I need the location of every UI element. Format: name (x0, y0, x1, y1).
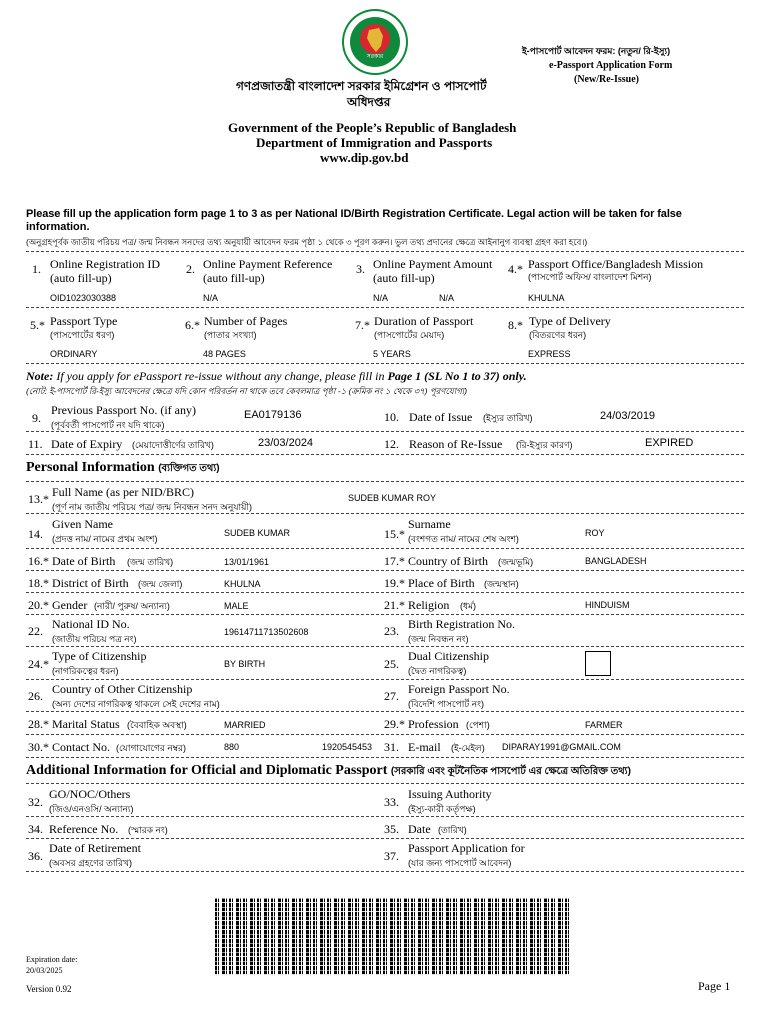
header-bn-title-2: অধিদপ্তর (347, 95, 391, 109)
passport-office-value: KHULNA (528, 293, 565, 303)
field-12-sub: (রি-ইস্যুর কারণ) (516, 440, 573, 450)
field-22-label: National ID No. (52, 617, 130, 631)
field-16-sub: (জন্ম তারিখ) (127, 557, 174, 567)
field-29-number: 29.* (384, 717, 405, 731)
divider (26, 783, 744, 784)
field-13-number: 13.* (28, 492, 49, 506)
reason-of-reissue-value: EXPIRED (645, 437, 694, 449)
field-4-number: 4.* (508, 262, 523, 276)
field-18-sub: (জন্ম জেলা) (138, 579, 183, 589)
additional-info-heading-bn: (সরকারি এবং কূটনৈতিক পাসপোর্ট এর ক্ষেত্রে অতিরিক্ত তথ্য) (390, 766, 631, 777)
field-27-number: 27. (384, 689, 399, 703)
type-of-citizenship-value: BY BIRTH (224, 659, 266, 669)
field-9-label: Previous Passport No. (if any) (51, 403, 196, 417)
field-21-label: Religion (408, 598, 450, 612)
header-website: www.dip.gov.bd (320, 150, 409, 165)
online-payment-reference-value: N/A (203, 293, 219, 303)
field-35-number: 35. (384, 822, 399, 836)
field-29-label: Profession (408, 717, 459, 731)
field-37-sub: (যার জন্য পাসপোর্ট আবেদন) (408, 858, 512, 868)
field-6-sub: (পাতার সংখ্যা) (204, 330, 257, 340)
field-19-sub: (জন্মস্থান) (484, 579, 519, 589)
pdf417-barcode (215, 898, 572, 975)
field-31-sub: (ই-মেইল) (451, 743, 485, 753)
field-11-label: Date of Expiry (51, 437, 123, 451)
divider (26, 614, 744, 615)
field-23-number: 23. (384, 624, 399, 638)
expiration-label: Expiration date: (26, 955, 78, 964)
field-13-label: Full Name (as per NID/BRC) (52, 485, 194, 499)
field-22-number: 22. (28, 624, 43, 638)
field-10-number: 10. (384, 410, 399, 424)
field-14-number: 14. (28, 527, 43, 541)
field-2-label: Online Payment Reference (203, 257, 333, 271)
field-14-label: Given Name (52, 517, 113, 531)
field-1-sub: (auto fill-up) (50, 271, 112, 285)
passport-type-value: ORDINARY (50, 349, 98, 359)
field-24-label: Type of Citizenship (52, 649, 147, 663)
field-6-number: 6.* (185, 318, 200, 332)
field-3-label: Online Payment Amount (373, 257, 493, 271)
date-of-expiry-value: 23/03/2024 (258, 437, 314, 449)
field-7-number: 7.* (355, 318, 370, 332)
note-en (26, 369, 527, 384)
divider (26, 646, 744, 647)
online-payment-amount-value: N/A (373, 293, 389, 303)
field-20-sub: (নারী/ পুরুষ/ অন্যান্য) (94, 601, 170, 611)
form-title-bn: ই-পাসপোর্ট আবেদন ফরম: (নতুন/ রি-ইস্যু) (522, 46, 671, 56)
form-title-en-sub: (New/Re-Issue) (574, 74, 639, 85)
surname-value: ROY (585, 528, 605, 538)
field-24-sub: (নাগরিকত্বের ধরন) (52, 666, 119, 676)
online-registration-id-value: OID1023030388 (50, 293, 117, 303)
field-37-label: Passport Application for (408, 841, 525, 855)
field-20-number: 20.* (28, 598, 49, 612)
field-3-number: 3. (356, 262, 365, 276)
field-7-sub: (পাসপোর্টের মেয়াদ) (374, 330, 445, 340)
form-title-en: e-Passport Application Form (549, 60, 673, 71)
field-26-sub: (অন্য দেশের নাগরিকত্ব থাকলে সেই দেশের নাম) (52, 699, 220, 709)
field-31-number: 31. (384, 740, 399, 754)
field-24-number: 24.* (28, 657, 49, 671)
field-16-number: 16.* (28, 554, 49, 568)
field-29-sub: (পেশা) (466, 720, 490, 730)
additional-info-heading (26, 763, 631, 781)
field-6-label: Number of Pages (204, 314, 288, 328)
field-4-label: Passport Office/Bangladesh Mission (528, 257, 704, 271)
field-4-sub: (পাসপোর্ট অফিস/ বাংলাদেশ মিশন) (528, 272, 652, 282)
number-of-pages-value: 48 PAGES (203, 349, 246, 359)
field-9-number: 9. (32, 411, 41, 425)
instruction-bn: (অনুগ্রহপূর্বক জাতীয় পরিচয় পত্র/ জন্ম নিবন্ধন সনদের তথ্য অনুযায়ী আবেদন ফরম পৃষ্ঠা ১ থেকে ৩ পূরণ করুন। ভুল তথ্য প্রদানের ক্ষেত্রে আইনানুগ ব্যবস্থা গ্রহণ করা হবে।) (26, 237, 588, 247)
note-bold: Page 1 (SL No 1 to 37) only. (387, 369, 527, 383)
full-name-value: SUDEB KUMAR ROY (348, 493, 437, 503)
version-label: Version 0.92 (26, 984, 72, 994)
field-12-number: 12. (384, 437, 399, 451)
field-36-number: 36. (28, 849, 43, 863)
field-11-sub: (মেয়াদোত্তীর্ণের তারিখ) (132, 440, 214, 450)
divider (26, 871, 744, 872)
field-35-label: Date (408, 822, 431, 836)
field-2-number: 2. (186, 262, 195, 276)
field-5-number: 5.* (30, 318, 45, 332)
field-15-label: Surname (408, 517, 451, 531)
field-25-sub: (দ্বৈত নাগরিকত্ব) (408, 666, 467, 676)
field-15-number: 15.* (384, 527, 405, 541)
field-33-sub: (ইস্যু-কারী কর্তৃপক্ষ) (408, 804, 476, 814)
profession-value: FARMER (585, 720, 623, 730)
field-10-label: Date of Issue (409, 410, 473, 424)
field-21-sub: (ধর্ম) (460, 601, 477, 611)
svg-text:সরকার: সরকার (366, 53, 384, 60)
divider (26, 513, 744, 514)
government-seal-logo (329, 6, 421, 78)
divider (26, 734, 744, 735)
field-18-label: District of Birth (52, 576, 129, 590)
field-19-label: Place of Birth (408, 576, 475, 590)
divider (26, 548, 744, 549)
field-23-label: Birth Registration No. (408, 617, 515, 631)
header-en-title-1: Government of the People’s Republic of Bangladesh (228, 120, 517, 135)
divider (26, 816, 744, 817)
contact-country-code-value: 880 (224, 742, 240, 752)
field-7-label: Duration of Passport (374, 314, 474, 328)
field-1-label: Online Registration ID (50, 257, 160, 271)
divider (26, 570, 744, 571)
divider (26, 251, 744, 252)
field-8-label: Type of Delivery (529, 314, 611, 328)
field-30-sub: (যোগাযোগের নম্বর) (116, 743, 186, 753)
header-en-title-2: Department of Immigration and Passports (256, 135, 493, 150)
field-9-sub: (পূর্ববর্তী পাসপোর্ট নং যদি থাকে) (51, 420, 165, 430)
field-17-sub: (জন্মভূমি) (498, 557, 534, 567)
religion-value: HINDUISM (585, 600, 630, 610)
field-8-number: 8.* (508, 318, 523, 332)
national-id-value: 19614711713502608 (224, 627, 309, 637)
field-36-label: Date of Retirement (49, 841, 141, 855)
field-30-label: Contact No. (52, 740, 110, 754)
field-23-sub: (জন্ম নিবন্ধন নং) (408, 634, 469, 644)
field-32-number: 32. (28, 795, 43, 809)
given-name-value: SUDEB KUMAR (224, 528, 291, 538)
field-26-label: Country of Other Citizenship (52, 682, 193, 696)
field-35-sub: (তারিখ) (438, 825, 467, 835)
district-of-birth-value: KHULNA (224, 579, 261, 589)
type-of-delivery-value: EXPRESS (528, 349, 571, 359)
field-17-label: Country of Birth (408, 554, 488, 568)
field-14-sub: (প্রদত্ত নাম/ নামের প্রথম অংশ) (52, 534, 158, 544)
field-26-number: 26. (28, 689, 43, 703)
field-32-label: GO/NOC/Others (49, 787, 131, 801)
divider (26, 592, 744, 593)
field-31-label: E-mail (408, 740, 441, 754)
field-36-sub: (অবসর গ্রহণের তারিখ) (49, 858, 132, 868)
note-text: If you apply for ePassport re-issue without any change, please fill in (53, 369, 388, 383)
field-27-sub: (বিদেশি পাসপোর্ট নং) (408, 699, 484, 709)
field-37-number: 37. (384, 849, 399, 863)
personal-info-heading-en: Personal Information (26, 460, 155, 475)
note-prefix: Note: (26, 369, 54, 383)
instruction-en-cont: information. (26, 221, 90, 233)
field-20-label: Gender (52, 598, 88, 612)
field-16-label: Date of Birth (52, 554, 116, 568)
country-of-birth-value: BANGLADESH (585, 556, 647, 566)
field-5-sub: (পাসপোর্টের ধরণ) (50, 330, 115, 340)
field-21-number: 21.* (384, 598, 405, 612)
personal-info-heading-bn: (ব্যক্তিগত তথ্য) (158, 463, 220, 474)
field-19-number: 19.* (384, 576, 405, 590)
field-27-label: Foreign Passport No. (408, 682, 510, 696)
marital-status-value: MARRIED (224, 720, 266, 730)
field-5-label: Passport Type (50, 314, 118, 328)
instruction-en: Please fill up the application form page 1 to 3 as per National ID/Birth Registration Certificate. Legal action will be taken for false (26, 208, 682, 220)
header-bn-title-1: গণপ্রজাতন্ত্রী বাংলাদেশ সরকার ইমিগ্রেশন ও পাসপোর্ট (236, 79, 487, 93)
field-30-number: 30.* (28, 740, 49, 754)
divider (26, 711, 744, 712)
divider (26, 454, 744, 455)
date-of-issue-value: 24/03/2019 (600, 410, 656, 422)
dual-citizenship-checkbox[interactable] (585, 651, 611, 676)
field-15-sub: (বংশগত নাম/ নামের শেষ অংশ) (408, 534, 519, 544)
note-bn: (নোট: ই-পাসপোর্ট রি-ইস্যু আবেদনের ক্ষেত্রে যদি কোন পরিবর্তন না থাকে তবে কেবলমাত্র পৃষ্ঠা -১ (ক্রমিক নং ১ থেকে ৩৭) পূরণযোগ্য) (26, 386, 468, 396)
field-11-number: 11. (28, 437, 43, 451)
field-28-label: Marital Status (52, 717, 120, 731)
duration-of-passport-value: 5 YEARS (373, 349, 411, 359)
field-34-sub: (স্মারক নং) (128, 825, 168, 835)
field-13-sub: (পূর্ণ নাম জাতীয় পরিচয় পত্র/ জন্ম নিবন্ধন সনদ অনুযায়ী) (52, 502, 253, 512)
field-12-label: Reason of Re-Issue (409, 437, 503, 451)
field-1-number: 1. (32, 262, 41, 276)
field-2-sub: (auto fill-up) (203, 271, 265, 285)
field-25-number: 25. (384, 657, 399, 671)
divider (26, 838, 744, 839)
field-8-sub: (বিতরণের ধরন) (529, 330, 587, 340)
divider (26, 679, 744, 680)
divider (26, 757, 744, 758)
gender-value: MALE (224, 601, 249, 611)
divider (26, 307, 744, 308)
field-17-number: 17.* (384, 554, 405, 568)
previous-passport-no-value: EA0179136 (244, 409, 302, 421)
divider (26, 431, 744, 432)
field-3-sub: (auto fill-up) (373, 271, 435, 285)
personal-info-heading (26, 460, 220, 478)
date-of-birth-value: 13/01/1961 (224, 557, 270, 567)
field-28-number: 28.* (28, 717, 49, 731)
divider (26, 363, 744, 364)
field-34-number: 34. (28, 822, 43, 836)
field-33-label: Issuing Authority (408, 787, 492, 801)
page-number: Page 1 (698, 979, 731, 993)
field-22-sub: (জাতীয় পরিচয় পত্র নং) (52, 634, 137, 644)
field-33-number: 33. (384, 795, 399, 809)
email-value: DIPARAY1991@GMAIL.COM (502, 742, 621, 752)
field-10-sub: (ইস্যুর তারিখ) (483, 413, 533, 423)
expiration-value: 20/03/2025 (26, 966, 63, 975)
online-payment-amount-value-2: N/A (439, 293, 455, 303)
field-25-label: Dual Citizenship (408, 649, 489, 663)
field-18-number: 18.* (28, 576, 49, 590)
field-28-sub: (বৈবাহিক অবস্থা) (127, 720, 187, 730)
contact-number-value: 1920545453 (322, 742, 373, 752)
divider (26, 481, 744, 482)
field-34-label: Reference No. (49, 822, 119, 836)
additional-info-heading-en: Additional Information for Official and Diplomatic Passport (26, 763, 388, 778)
field-32-sub: (জিও/এনওসি/ অন্যান্য) (49, 804, 134, 814)
